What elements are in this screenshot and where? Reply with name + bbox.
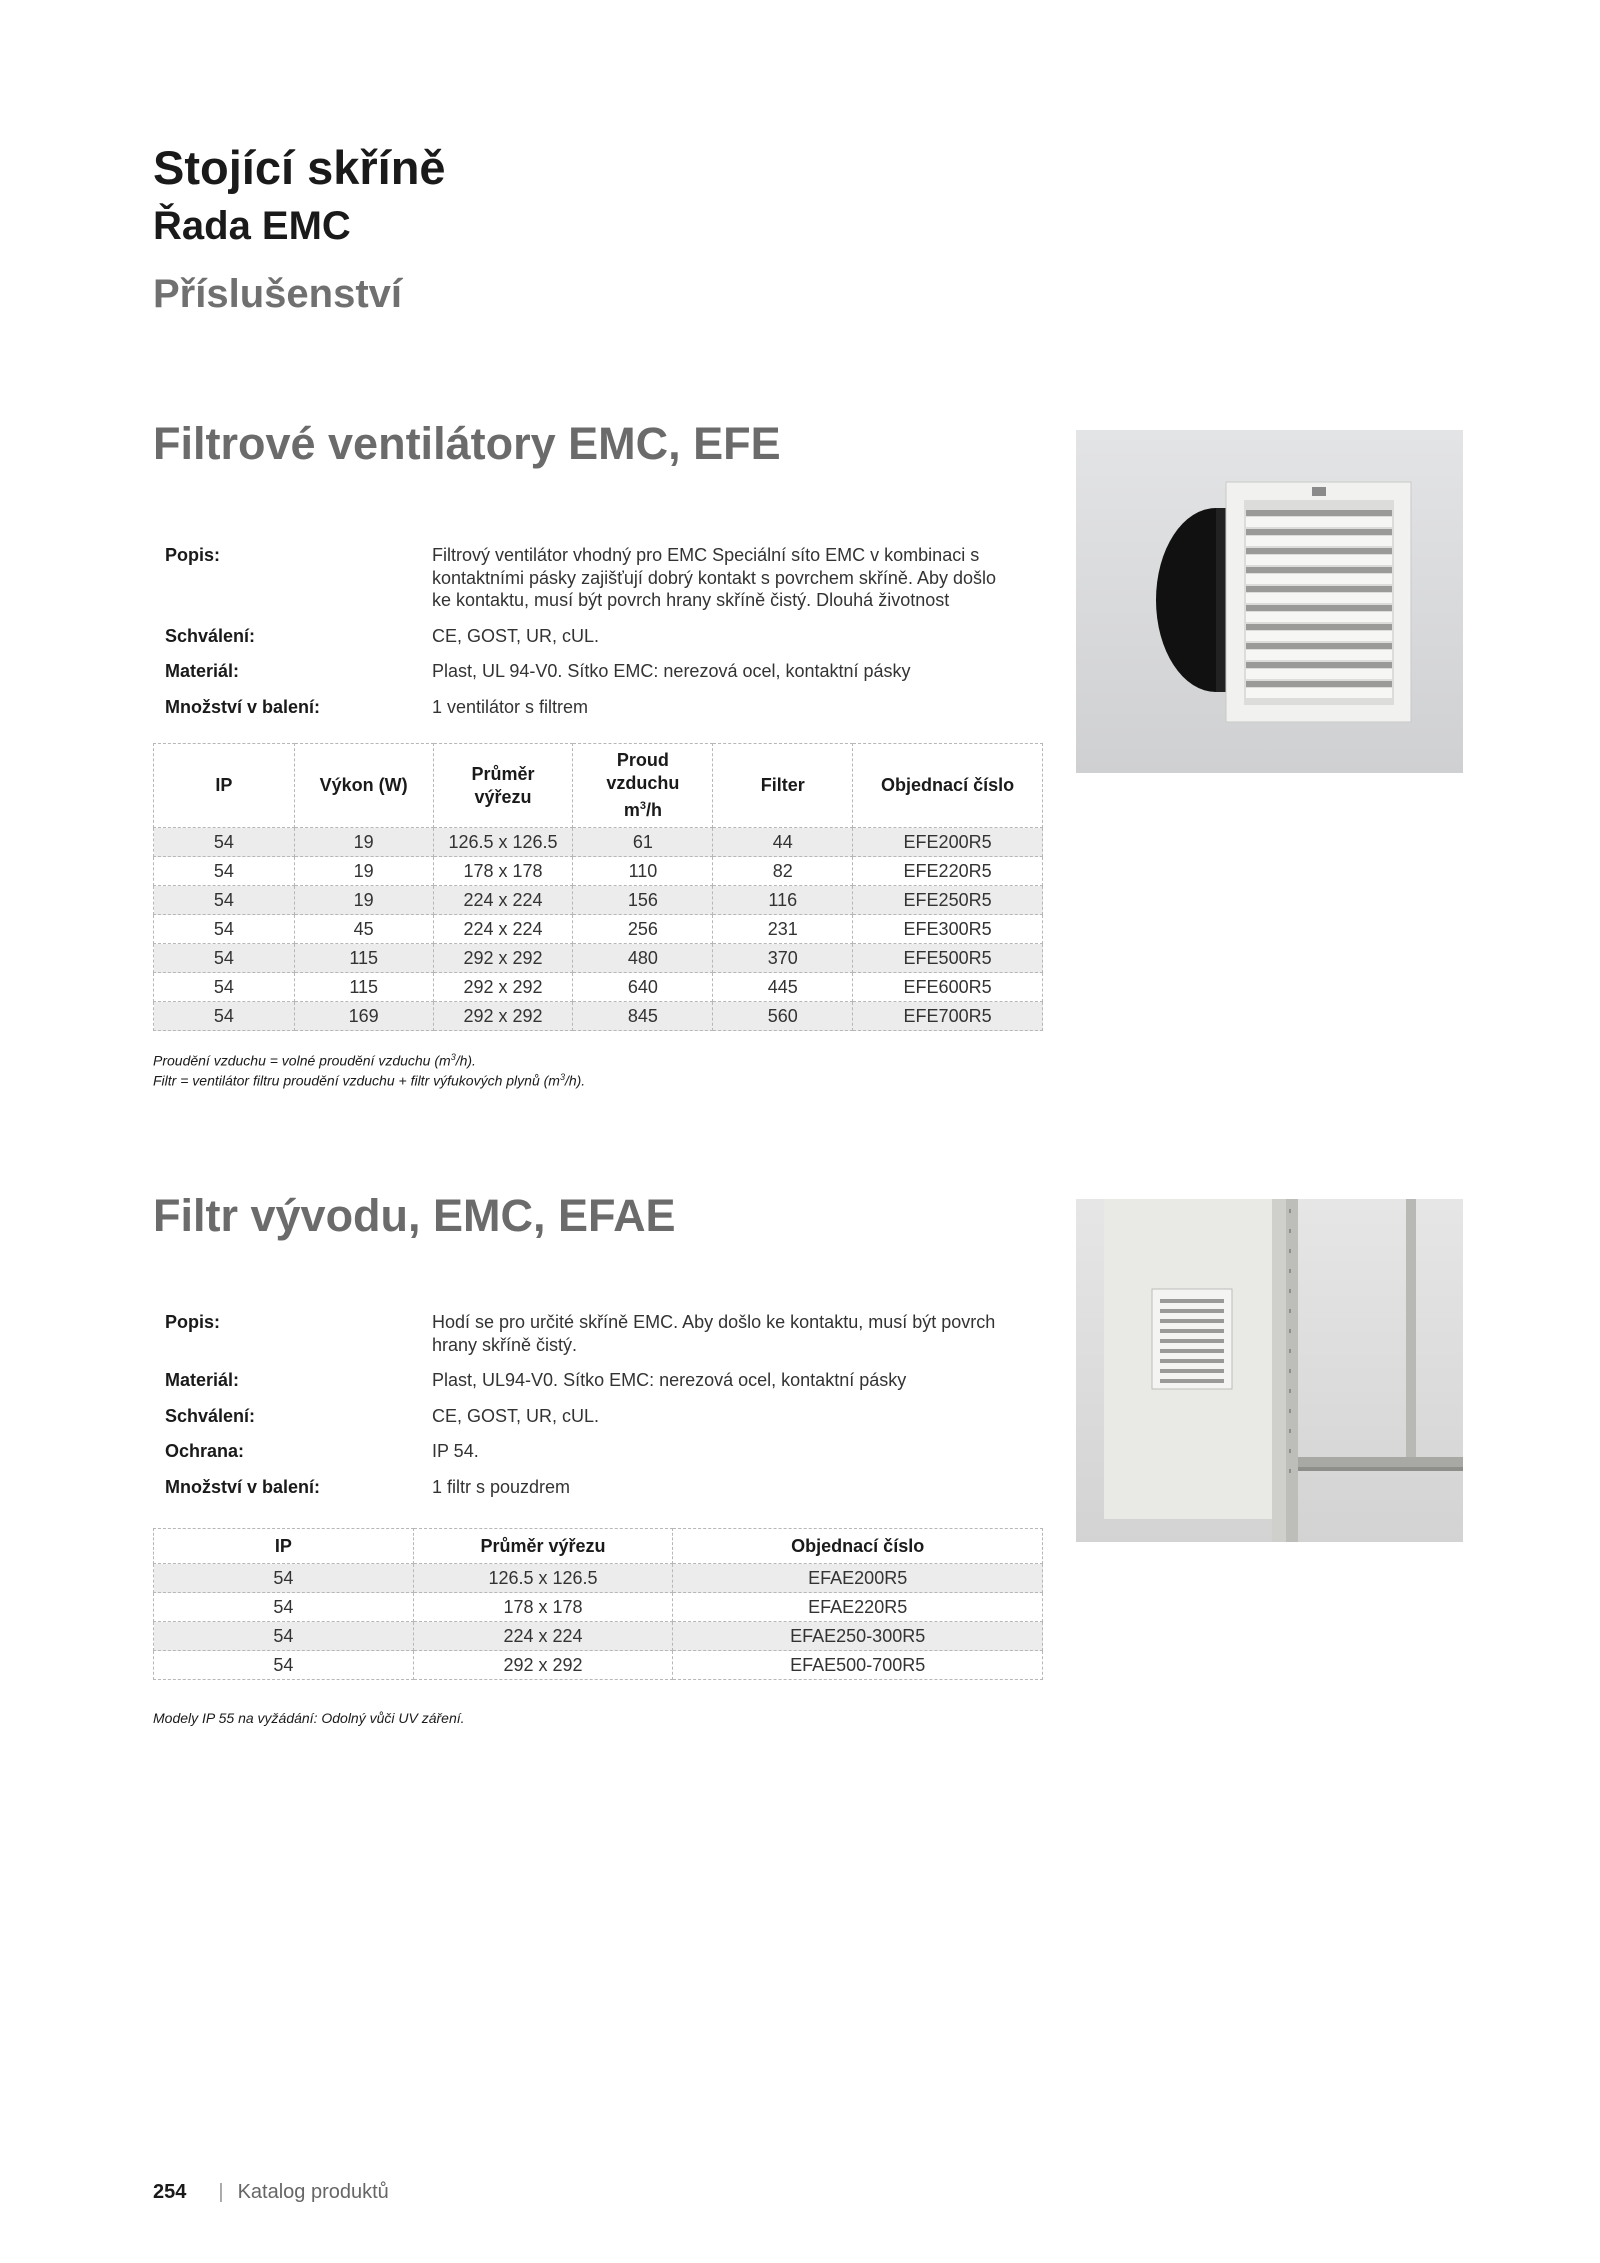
table-cell: 845 (573, 1002, 713, 1031)
table-row (154, 857, 1043, 886)
prop-row (153, 696, 1043, 719)
table-cell: 44 (713, 828, 853, 857)
prop-value: Plast, UL94-V0. Sítko EMC: nerezová ocel, kontaktní pásky (432, 1370, 907, 1390)
table-row (154, 973, 1043, 1002)
efe-note-1: Proudění vzduchu = volné proudění vzduchu $(m^3/h)$. (153, 1052, 476, 1069)
col-header-ip: IP (154, 744, 295, 828)
cabinet-filter-illustration (1076, 1199, 1463, 1542)
table-cell: 54 (154, 973, 295, 1002)
page-category: Příslušenství (153, 272, 403, 316)
table-cell: 45 (294, 915, 433, 944)
catalog-label: Katalog produktů (237, 2181, 389, 2203)
table-cell: 116 (713, 886, 853, 915)
efae-properties (153, 1311, 1043, 1511)
prop-value: CE, GOST, UR, cUL. (432, 1405, 600, 1426)
page-footer (153, 2181, 389, 2204)
table-cell: EFE250R5 (853, 886, 1043, 915)
table-row (154, 828, 1043, 857)
prop-row (153, 1440, 1043, 1463)
col-header-order-number: Objednací číslo (853, 744, 1043, 828)
table-cell: 560 (713, 1002, 853, 1031)
table-cell: 224 x 224 (413, 1622, 673, 1651)
prop-row (153, 544, 1043, 612)
table-row (154, 886, 1043, 915)
prop-label: Materiál: (165, 661, 240, 681)
efae-note: Modely IP 55 na vyžádání: Odolný vůči UV záření. (153, 1710, 465, 1726)
table-cell: 54 (154, 857, 295, 886)
efae-table (153, 1528, 1043, 1680)
prop-value: Plast, UL 94-V0. Sítko EMC: nerezová ocel, kontaktní pásky (432, 661, 911, 681)
table-row (154, 1593, 1043, 1622)
table-cell: 126.5 x 126.5 (413, 1564, 673, 1593)
prop-row (153, 1476, 1043, 1499)
table-row (154, 1622, 1043, 1651)
table-cell: EFE600R5 (853, 973, 1043, 1002)
table-cell: 54 (154, 828, 295, 857)
table-cell: EFE500R5 (853, 944, 1043, 973)
prop-row (153, 625, 1043, 648)
table-cell: EFE220R5 (853, 857, 1043, 886)
table-cell: 19 (294, 828, 433, 857)
filter-fan-illustration (1076, 430, 1463, 773)
table-cell: 224 x 224 (433, 915, 573, 944)
page-number: 254 (153, 2181, 187, 2203)
table-row (154, 1002, 1043, 1031)
table-cell: 54 (154, 1002, 295, 1031)
prop-label: Schválení: (165, 625, 256, 646)
col-header-cutout: Průměr výřezu (433, 744, 573, 828)
table-cell: 19 (294, 886, 433, 915)
table-cell: 61 (573, 828, 713, 857)
filter-fan-photo (1076, 430, 1463, 773)
airflow-unit: $m^3/h$ (623, 800, 662, 820)
prop-row (153, 1311, 1043, 1356)
col-header-filter: Filter (713, 744, 853, 828)
table-cell: 292 x 292 (433, 944, 573, 973)
table-row (154, 1651, 1043, 1680)
prop-label: Ochrana: (165, 1441, 245, 1461)
prop-row (153, 1405, 1043, 1428)
col-header-airflow: Proud vzduchu $m^3/h$ (573, 744, 713, 828)
table-cell: 178 x 178 (433, 857, 573, 886)
efe-note-2: Filtr = ventilátor filtru proudění vzduchu + filtr výfukových plynů $(m^3/h)$. (153, 1072, 586, 1089)
col-header-cutout: Průměr výřezu (413, 1529, 673, 1564)
prop-value: 1 filtr s pouzdrem (432, 1476, 571, 1497)
col-header-ip: IP (154, 1529, 414, 1564)
table-cell: 292 x 292 (413, 1651, 673, 1680)
prop-label: Schválení: (165, 1405, 256, 1426)
table-cell: 54 (154, 944, 295, 973)
section-title-efe: Filtrové ventilátory EMC, EFE (153, 418, 781, 469)
prop-row (153, 660, 1043, 683)
table-cell: 115 (294, 944, 433, 973)
col-header-power: Výkon (W) (294, 744, 433, 828)
table-cell: 224 x 224 (433, 886, 573, 915)
cabinet-exhaust-filter-photo (1076, 1199, 1463, 1542)
prop-value: CE, GOST, UR, cUL. (432, 625, 600, 646)
table-cell: 54 (154, 1651, 414, 1680)
page-title: Stojící skříně (153, 141, 446, 194)
efe-properties (153, 544, 1043, 731)
table-cell: 126.5 x 126.5 (433, 828, 573, 857)
table-row (154, 915, 1043, 944)
table-cell: 54 (154, 1622, 414, 1651)
table-cell: 445 (713, 973, 853, 1002)
page-subtitle: Řada EMC (153, 204, 351, 248)
table-cell: 480 (573, 944, 713, 973)
table-header-row (154, 744, 1043, 828)
table-cell: 115 (294, 973, 433, 1002)
table-header-row (154, 1529, 1043, 1564)
table-row (154, 944, 1043, 973)
section-title-efae: Filtr vývodu, EMC, EFAE (153, 1190, 676, 1241)
table-cell: EFAE220R5 (673, 1593, 1043, 1622)
table-cell: 54 (154, 1564, 414, 1593)
table-cell: 292 x 292 (433, 1002, 573, 1031)
prop-label: Množství v balení: (165, 1476, 321, 1497)
table-cell: 231 (713, 915, 853, 944)
table-cell: 110 (573, 857, 713, 886)
table-row (154, 1564, 1043, 1593)
footer-separator: | (218, 2181, 224, 2203)
table-cell: EFAE200R5 (673, 1564, 1043, 1593)
table-cell: 292 x 292 (433, 973, 573, 1002)
prop-label: Materiál: (165, 1370, 240, 1390)
table-cell: 256 (573, 915, 713, 944)
table-cell: EFAE250-300R5 (673, 1622, 1043, 1651)
prop-label: Popis: (165, 545, 221, 565)
table-cell: 19 (294, 857, 433, 886)
prop-value: IP 54. (432, 1441, 479, 1461)
prop-value: Filtrový ventilátor vhodný pro EMC Speciální síto EMC v kombinaci s kontaktními pásky zajišťují dobrý kontakt s povrchem skříně. Aby došlo ke kontaktu, musí být povrch hrany skříně čistý. Dlouhá životnost (432, 545, 997, 610)
table-cell: EFE700R5 (853, 1002, 1043, 1031)
prop-row (153, 1369, 1043, 1392)
prop-value: 1 ventilátor s filtrem (432, 696, 589, 717)
prop-label: Popis: (165, 1312, 221, 1332)
prop-label: Množství v balení: (165, 696, 321, 717)
table-cell: 169 (294, 1002, 433, 1031)
table-cell: EFAE500-700R5 (673, 1651, 1043, 1680)
table-cell: 54 (154, 915, 295, 944)
table-cell: 156 (573, 886, 713, 915)
table-cell: 178 x 178 (413, 1593, 673, 1622)
col-header-order-number: Objednací číslo (673, 1529, 1043, 1564)
table-cell: 640 (573, 973, 713, 1002)
table-cell: 370 (713, 944, 853, 973)
table-cell: EFE300R5 (853, 915, 1043, 944)
table-cell: 54 (154, 886, 295, 915)
table-cell: EFE200R5 (853, 828, 1043, 857)
efe-table (153, 743, 1043, 1031)
table-cell: 54 (154, 1593, 414, 1622)
prop-value: Hodí se pro určité skříně EMC. Aby došlo ke kontaktu, musí být povrch hrany skříně čistý. (432, 1312, 996, 1355)
table-cell: 82 (713, 857, 853, 886)
